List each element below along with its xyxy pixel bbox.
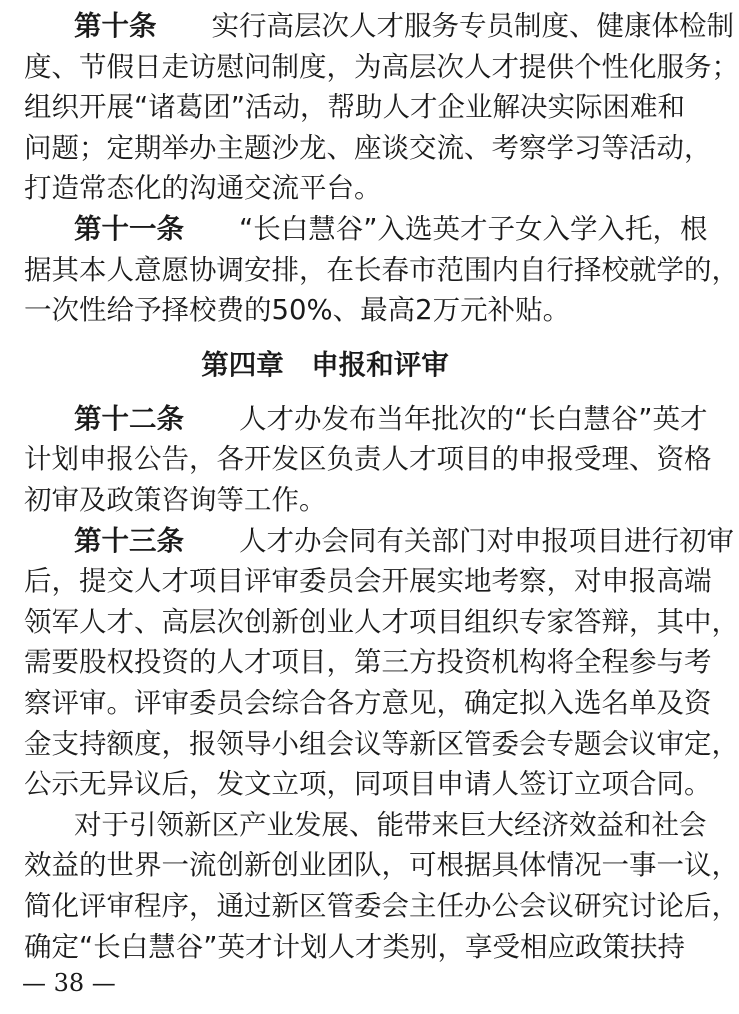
article-13-line-6: 金支持额度，报领导小组会议等新区管委会专题会议审定， bbox=[24, 727, 739, 760]
article-13-line-5: 察评审。评审委员会综合各方意见，确定拟入选名单及资 bbox=[24, 687, 712, 719]
article-13-label: 第十三条 bbox=[74, 524, 184, 557]
final-paragraph-line-4: 确定“长白慧谷”英才计划人才类别，享受相应政策扶持 bbox=[24, 930, 685, 963]
article-10-text-1: 实行高层次人才服务专员制度、健康体检制 bbox=[211, 10, 734, 42]
article-11-line-3: 一次性给予择校费的50%、最高2万元补贴。 bbox=[24, 294, 571, 327]
article-10-line-4: 问题；定期举办主题沙龙、座谈交流、考察学习等活动， bbox=[24, 131, 712, 164]
article-12-text-1: 人才办发布当年批次的“长白慧谷”英才 bbox=[239, 402, 708, 435]
article-10-line-5: 打造常态化的沟通交流平台。 bbox=[24, 172, 382, 205]
article-12-line-2: 计划申报公告，各开发区负责人才项目的申报受理、资格 bbox=[24, 443, 712, 476]
article-13-line-1 bbox=[74, 521, 734, 561]
article-13-line-4: 需要股权投资的人才项目，第三方投资机构将全程参与考 bbox=[24, 646, 712, 679]
article-11-line-2: 据其本人意愿协调安排，在长春市范围内自行择校就学的， bbox=[24, 253, 739, 286]
final-paragraph-line-3: 简化评审程序，通过新区管委会主任办公会议研究讨论后， bbox=[24, 890, 739, 922]
article-11-line-1 bbox=[74, 209, 708, 249]
article-10-line-3: 组织开展“诸葛团”活动，帮助人才企业解决实际困难和 bbox=[24, 91, 685, 124]
article-12-line-3: 初审及政策咨询等工作。 bbox=[24, 484, 327, 516]
article-11-label: 第十一条 bbox=[74, 213, 184, 245]
article-10-line-2: 度、节假日走访慰问制度，为高层次人才提供个性化服务； bbox=[24, 50, 739, 83]
article-13-line-2: 后，提交人才项目评审委员会开展实地考察，对申报高端 bbox=[24, 565, 712, 598]
article-13-line-3: 领军人才、高层次创新创业人才项目组织专家答辩，其中， bbox=[24, 605, 739, 638]
article-12-line-1 bbox=[74, 399, 708, 439]
article-10-line-1 bbox=[74, 6, 734, 46]
article-11-text-1: “长白慧谷”入选英才子女入学入托，根 bbox=[239, 213, 708, 245]
article-12-label: 第十二条 bbox=[74, 402, 184, 435]
article-10-label: 第十条 bbox=[74, 10, 157, 42]
final-paragraph-line-1: 对于引领新区产业发展、能带来巨大经济效益和社会 bbox=[74, 808, 707, 841]
chapter-4-heading: 第四章 申报和评审 bbox=[201, 348, 449, 381]
article-13-text-1: 人才办会同有关部门对申报项目进行初审 bbox=[239, 524, 734, 557]
page-number: — 38 — bbox=[22, 969, 116, 997]
article-13-line-7: 公示无异议后，发文立项，同项目申请人签订立项合同。 bbox=[24, 768, 712, 801]
final-paragraph-line-2: 效益的世界一流创新创业团队，可根据具体情况一事一议， bbox=[24, 849, 739, 882]
